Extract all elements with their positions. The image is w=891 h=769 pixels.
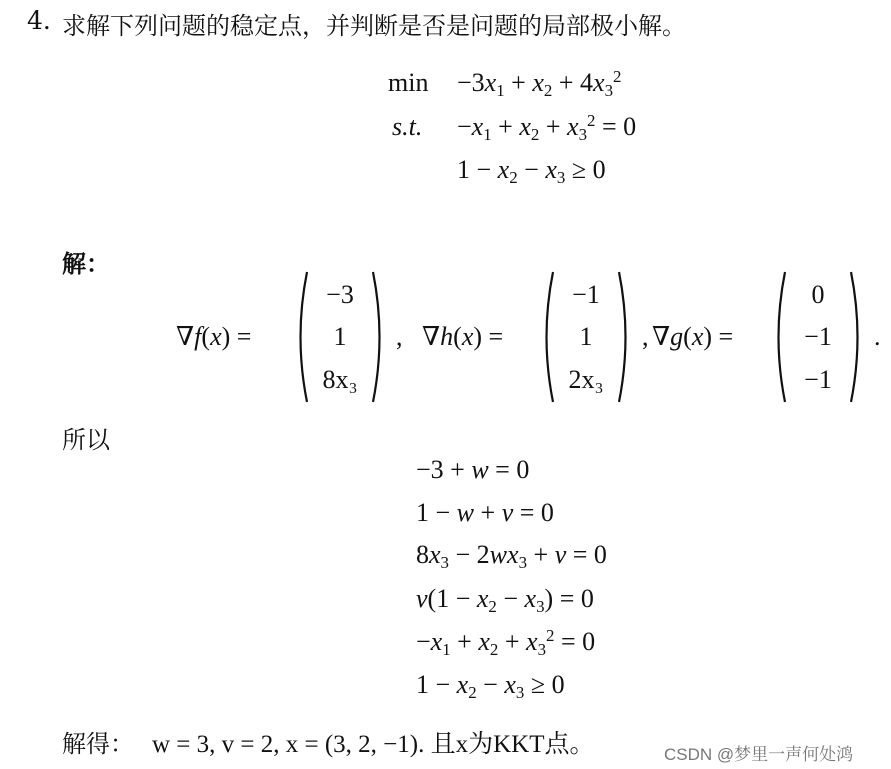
grad-h-right-paren	[616, 270, 634, 404]
inequality-constraint: $1 - x_2 - x_3 \ge 0$	[457, 155, 606, 188]
grad-f-right-paren	[370, 270, 388, 404]
problem-number: 4.	[27, 6, 51, 35]
grad-h-entry-2: 1	[579, 322, 593, 351]
kkt-equation-6: $1 - x_2 - x_3 \ge 0$	[416, 670, 565, 703]
grad-f-entry-1: −3	[326, 280, 354, 309]
grad-f-entry-2: 1	[333, 322, 347, 351]
grad-g-entry-2: −1	[804, 322, 832, 351]
grad-h-label: ∇h(x) =	[422, 322, 504, 351]
grad-h-entry-1: −1	[572, 280, 600, 309]
grad-g-entry-1: 0	[811, 280, 825, 309]
kkt-equation-5: $-x_1 + x_2 + x_3^2 = 0$	[416, 625, 596, 660]
watermark: CSDN @梦里一声何处鸿	[664, 745, 854, 764]
kkt-equation-4: $v(1 - x_2 - x_3) = 0$	[416, 584, 594, 617]
grad-separator-1: ,	[396, 322, 403, 351]
so-label: 所以	[62, 426, 110, 454]
result-label: 解得：	[62, 730, 134, 758]
solution-label: 解：	[62, 250, 110, 278]
grad-separator-2: ,	[642, 322, 649, 351]
kkt-equation-1: −3 + w = 0	[416, 455, 530, 484]
objective-expression: $-3x_1 + x_2 + 4x_3^2$	[457, 66, 622, 101]
grad-g-label: ∇g(x) =	[652, 322, 734, 351]
grad-f-entry-3: 8x₃	[322, 365, 358, 394]
objective-keyword: min	[388, 68, 429, 97]
grad-terminator: .	[874, 322, 881, 351]
result-text: w = 3, v = 2, x = (3, 2, −1). 且x为KKT点。	[152, 731, 595, 758]
grad-g-right-paren	[848, 270, 866, 404]
grad-g-entry-3: −1	[804, 365, 832, 394]
constraint-keyword: s.t.	[392, 112, 423, 141]
grad-h-entry-3: 2x₃	[568, 365, 604, 394]
problem-statement: 求解下列问题的稳定点，并判断是否是问题的局部极小解。	[62, 12, 686, 40]
kkt-equation-2: 1 − w + v = 0	[416, 498, 554, 527]
kkt-equation-3: $8x_3 - 2wx_3 + v = 0$	[416, 540, 607, 573]
equality-constraint: $-x_1 + x_2 + x_3^2 = 0$	[457, 110, 637, 145]
grad-f-label: ∇f(x) =	[176, 322, 252, 351]
